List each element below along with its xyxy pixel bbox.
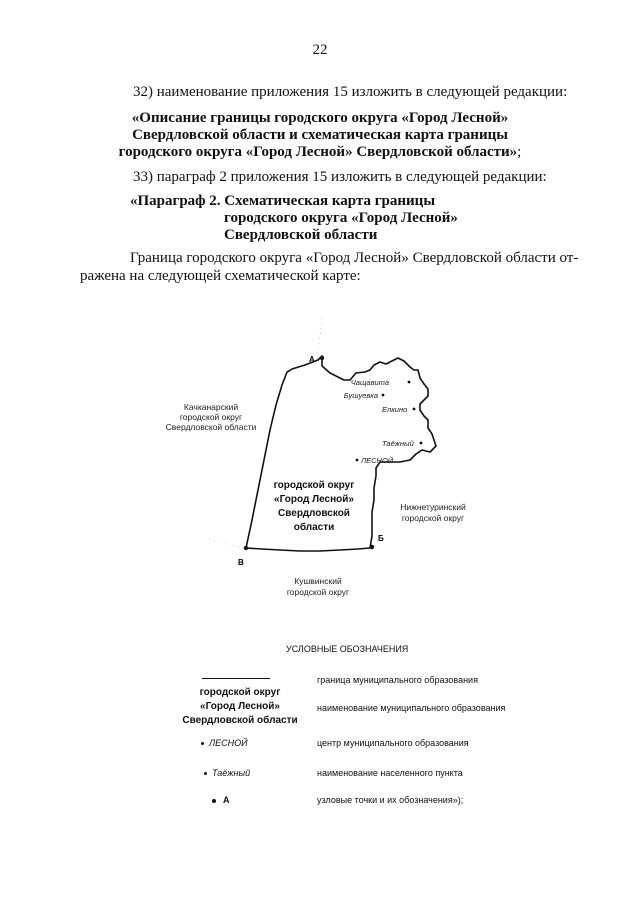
item-32-title-line-3 — [0, 144, 640, 161]
settlement-label-elkino: Елкино — [382, 405, 408, 414]
point-a-dot — [320, 356, 324, 360]
neighbor-south-line-2: городской округ — [286, 587, 350, 597]
legend-desc-boundary: граница муниципального образования — [317, 675, 478, 685]
paragraph-heading-line-1: «Параграф 2. Схематическая карта границы — [130, 193, 436, 209]
point-a-label: А — [309, 355, 315, 364]
point-b-label: Б — [378, 534, 384, 543]
item-32-title-line-1: «Описание границы городского округа «Город Лесной» — [131, 110, 509, 126]
neighbor-south-line-1: Кушвинский — [294, 576, 342, 586]
district-name-line-1: городской округ — [273, 480, 355, 491]
legend-district-sample-line-1: городской округ — [199, 687, 281, 698]
page-number: 22 — [312, 42, 328, 58]
settlement-dot-taezhny — [420, 442, 423, 445]
legend-district-sample — [170, 686, 310, 728]
legend-desc-node: узловые точки и их обозначения»); — [317, 795, 464, 805]
legend-district-sample-line-2: «Город Лесной» — [200, 701, 280, 712]
legend-title: УСЛОВНЫЕ ОБОЗНАЧЕНИЯ — [286, 644, 409, 654]
center-label: ЛЕСНОЙ — [361, 456, 394, 465]
legend-center-sample — [201, 738, 248, 748]
neighbor-west-line-2: городской округ — [179, 412, 243, 422]
legend-settlement-dot — [204, 772, 207, 775]
item-33-intro: 33) параграф 2 приложения 15 изложить в следующей редакции: — [133, 169, 547, 185]
point-b-dot — [370, 545, 374, 549]
settlement-dot-bushuevka — [382, 394, 385, 397]
point-v-dot — [244, 546, 248, 550]
district-name-line-4: области — [293, 522, 335, 533]
legend-desc-settlement: наименование населенного пункта — [317, 768, 463, 778]
point-v-label: В — [238, 558, 244, 567]
center-dot — [356, 459, 359, 462]
settlement-dot-chashchavita — [408, 381, 411, 384]
legend-center-dot — [201, 742, 204, 745]
neighbor-east-line-1: Нижнетуринский — [400, 502, 466, 512]
settlement-label-taezhny: Таёжный — [382, 439, 414, 448]
item-32-intro: 32) наименование приложения 15 изложить в следующей редакции: — [133, 84, 568, 100]
legend-node-sample-text: А — [223, 795, 230, 805]
settlement-label-bushuevka: Бушуевка — [343, 391, 378, 400]
legend-desc-center: центр муниципального образования — [317, 738, 469, 748]
legend-district-sample-line-3: Свердловской области — [182, 715, 298, 726]
legend-boundary-sample — [202, 678, 270, 679]
district-name-line-3: Свердловской — [278, 508, 350, 519]
legend-settlement-sample — [204, 768, 250, 778]
legend-node-dot — [212, 799, 216, 803]
legend-settlement-sample-text: Таёжный — [212, 768, 251, 778]
settlement-label-chashchavita: Чащавита — [350, 378, 389, 387]
item-32-title-line-3-tail: ; — [517, 144, 522, 160]
legend-desc-district-name: наименование муниципального образования — [317, 703, 506, 713]
legend-center-sample-text: ЛЕСНОЙ — [209, 738, 248, 748]
item-32-title-line-2: Свердловской области и схематическая карта границы — [132, 127, 508, 143]
neighbor-west-line-1: Качканарский — [183, 402, 239, 412]
district-name-line-2: «Город Лесной» — [274, 494, 354, 505]
paragraph-heading-line-3: Свердловской области — [224, 227, 378, 243]
body-line-2: ражена на следующей схематической карте: — [80, 268, 361, 284]
paragraph-heading-line-2: городского округа «Город Лесной» — [224, 210, 458, 226]
body-line-1: Граница городского округа «Город Лесной» Свердловской области от- — [130, 250, 579, 266]
settlement-dot-elkino — [413, 408, 416, 411]
schematic-map — [0, 300, 640, 630]
neighbor-east-line-2: городской округ — [401, 513, 465, 523]
neighbor-west-line-3: Свердловской области — [165, 422, 257, 432]
item-32-title-line-3-bold: городского округа «Город Лесной» Свердловской области» — [118, 144, 518, 160]
legend-node-sample — [212, 795, 230, 805]
